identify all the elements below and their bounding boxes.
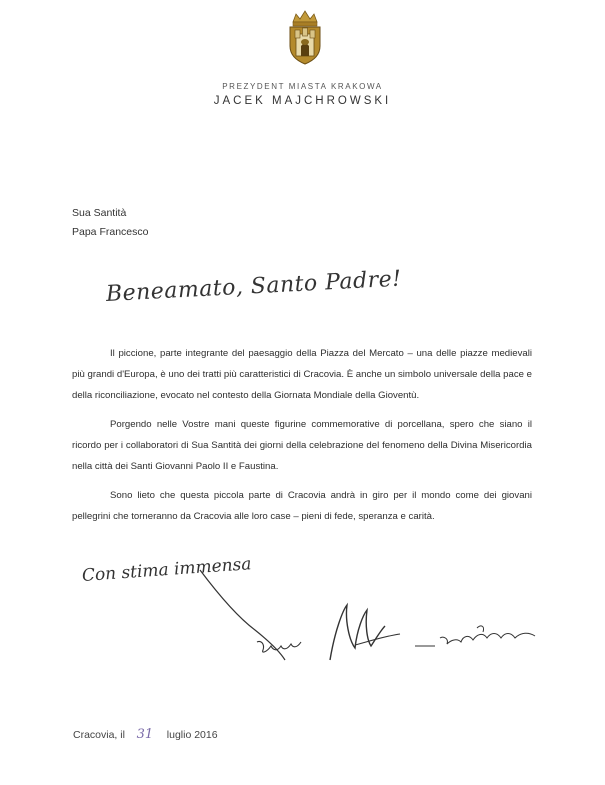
office-title: PREZYDENT MIASTA KRAKOWA	[222, 82, 383, 91]
date-line	[73, 727, 218, 742]
recipient-line-1: Sua Santità	[72, 207, 127, 219]
handwritten-signature	[195, 560, 555, 700]
handwritten-salutation: Beneamato, Santo Padre!	[105, 266, 403, 307]
body-paragraph-2: Porgendo nelle Vostre mani queste figurine commemorative di porcellana, spero che siano il ricordo per i collaboratori di Sua Santità dei giorni della celebrazione del fenomeno della Divina Misericordia nella città dei Santi Giovanni Paolo II e Faustina.	[72, 419, 532, 472]
date-day-handwritten: 31	[136, 727, 154, 742]
date-month-year: luglio 2016	[166, 729, 218, 741]
date-prefix: Cracovia, il	[73, 729, 125, 741]
body-paragraph-1: Il piccione, parte integrante del paesaggio della Piazza del Mercato – una delle piazze medievali più grandi d'Europa, è uno dei tratti più caratteristici di Cracovia. È anche un simbolo universale della pace e della riconciliazione, evocato nel contesto della Giornata Mondiale della Gioventù.	[72, 348, 532, 401]
letter-body	[72, 343, 532, 535]
recipient-line-2: Papa Francesco	[72, 226, 149, 238]
krakow-coat-of-arms-icon	[283, 8, 327, 66]
handwritten-closing: Con stima immensa	[81, 554, 253, 586]
body-paragraph-3: Sono lieto che questa piccola parte di Cracovia andrà in giro per il mondo come dei giovani pellegrini che torneranno da Cracovia alle loro case – pieni di fede, speranza e carità.	[72, 490, 532, 522]
mayor-name: JACEK MAJCHROWSKI	[213, 95, 392, 107]
